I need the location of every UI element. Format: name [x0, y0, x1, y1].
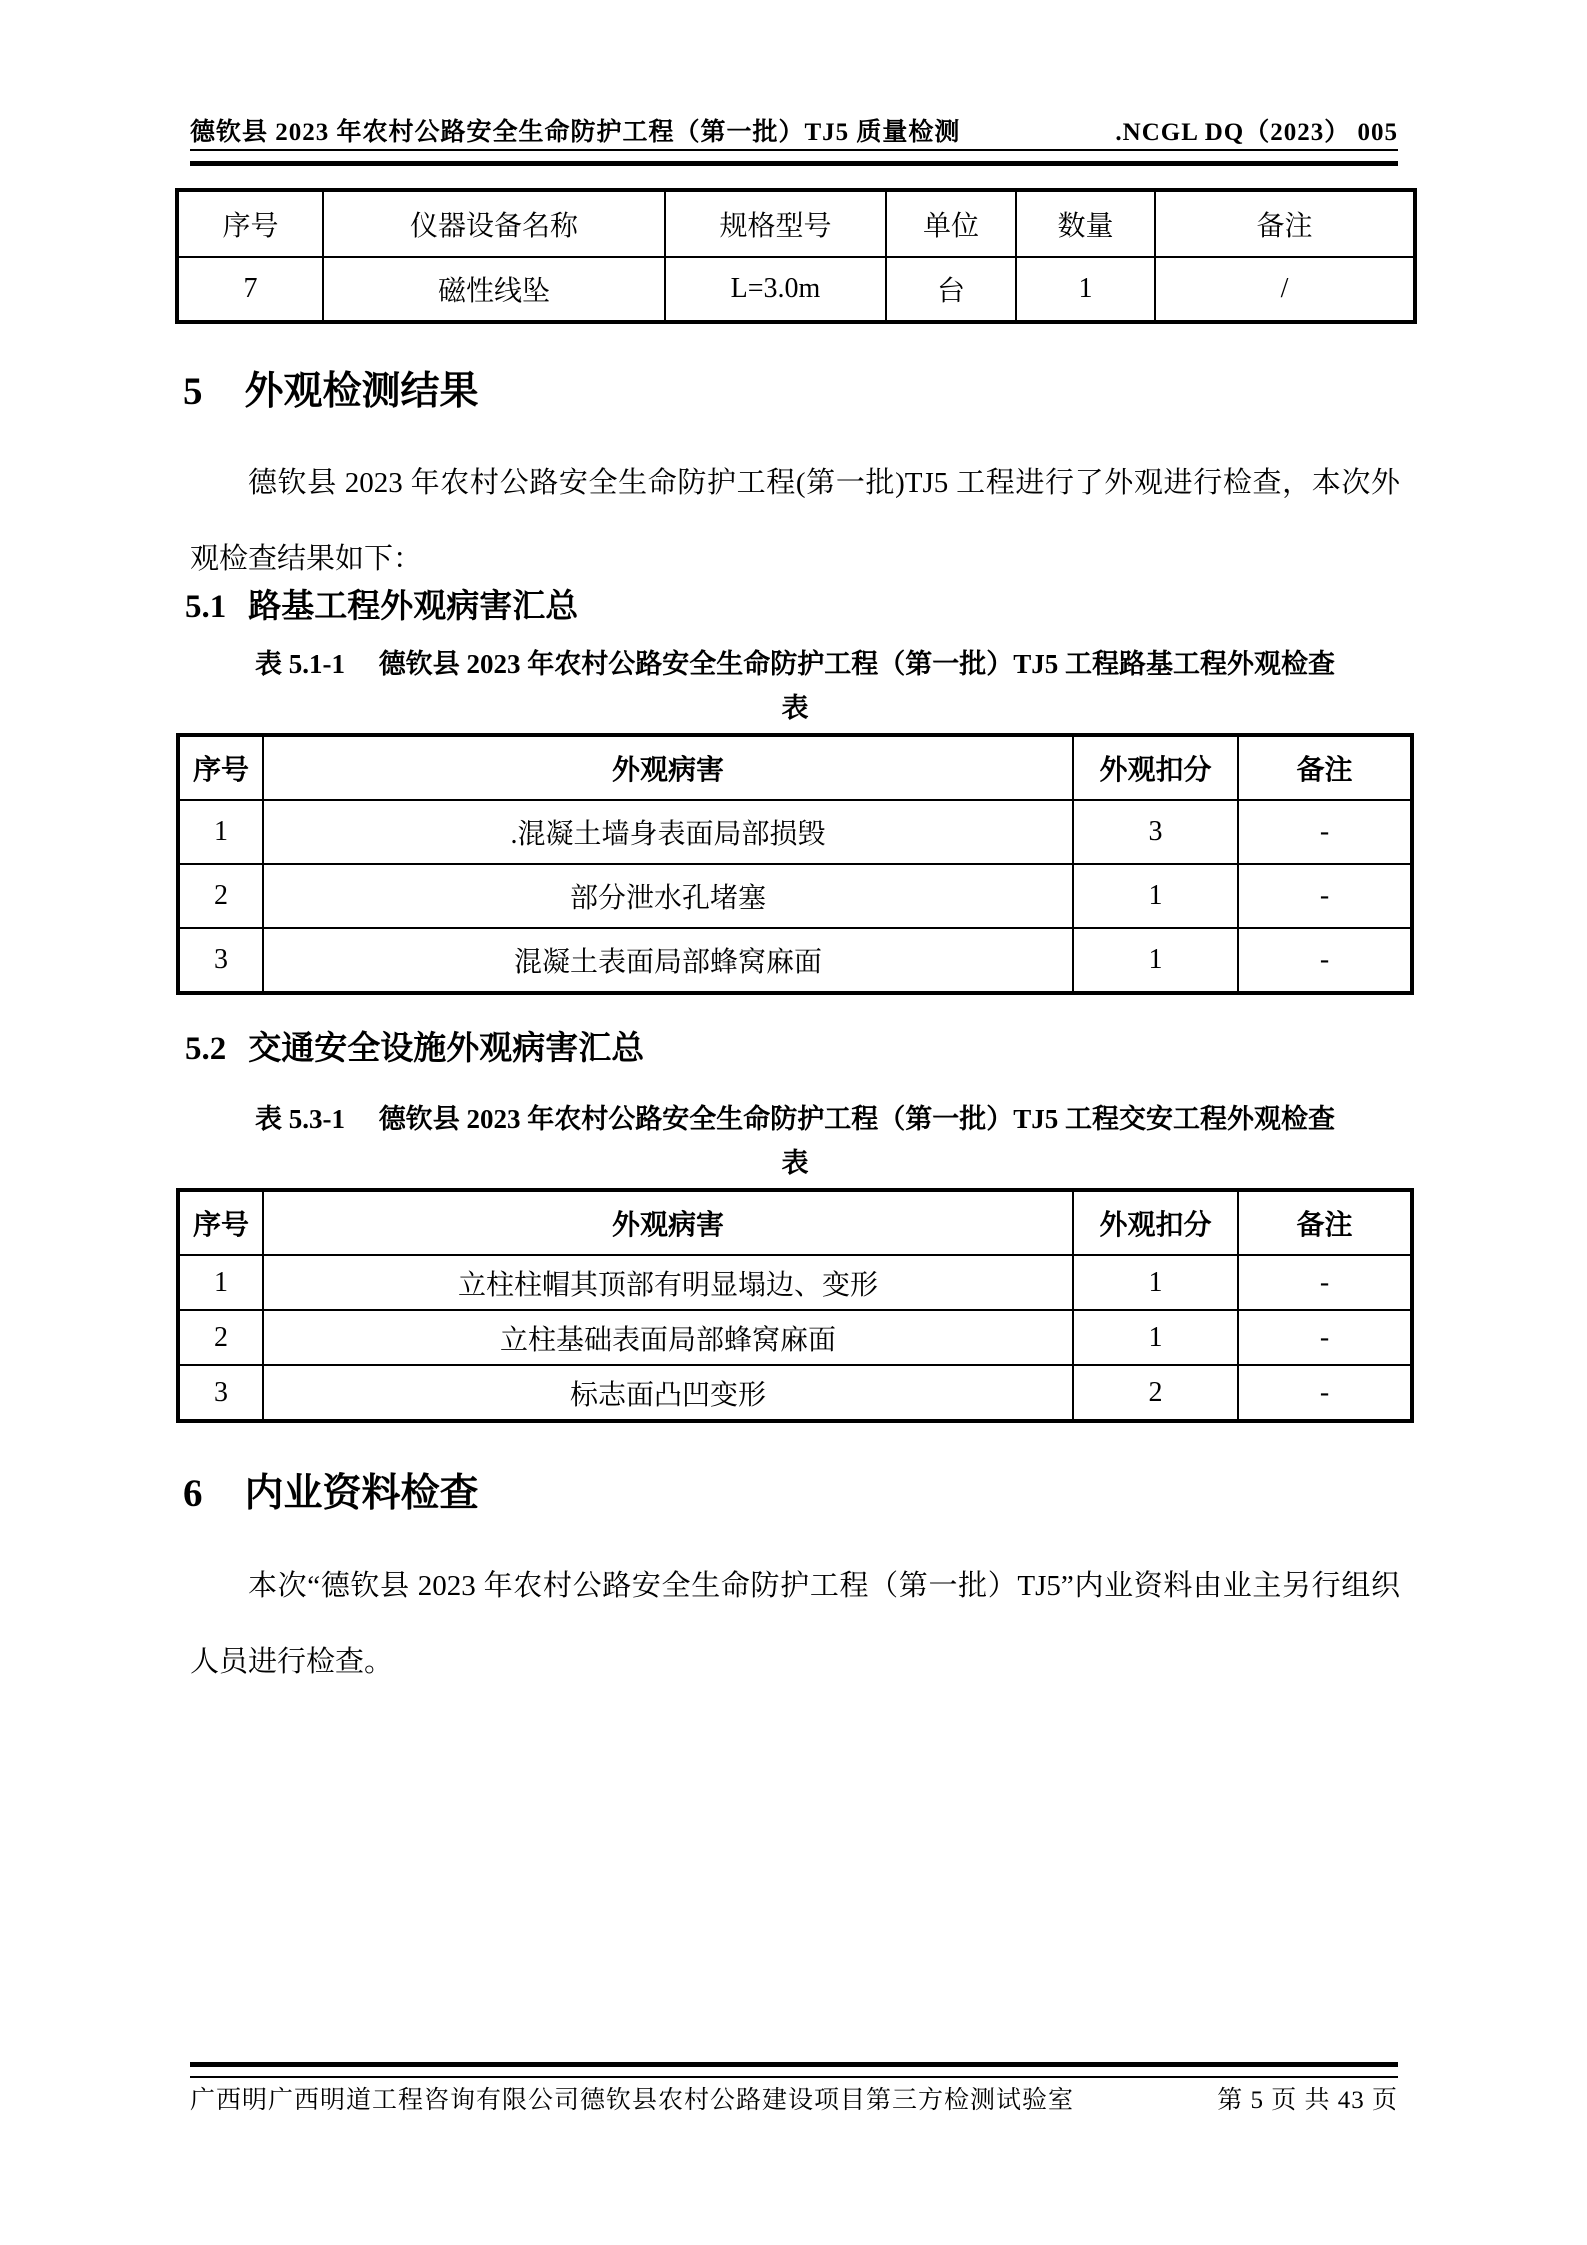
- section-title: 外观检测结果: [244, 370, 479, 413]
- section-title: 路基工程外观病害汇总: [248, 589, 579, 625]
- col-header: 外观扣分: [1073, 735, 1238, 800]
- caption-line: 表: [781, 1148, 809, 1178]
- cell-defect: 混凝土表面局部蜂窝麻面: [263, 928, 1073, 993]
- col-header: 序号: [177, 190, 323, 257]
- cell-index: 3: [178, 1365, 263, 1421]
- footer-organization: 广西明广西明道工程咨询有限公司德钦县农村公路建设项目第三方检测试验室: [190, 2087, 1075, 2114]
- caption-line: 表: [781, 693, 809, 723]
- cell-defect: 立柱基础表面局部蜂窝麻面: [263, 1310, 1073, 1365]
- page-header: [190, 112, 1398, 148]
- section-title: 内业资料检查: [244, 1472, 479, 1515]
- col-header: 备注: [1155, 190, 1415, 257]
- caption-line: 表 5.3-1 德钦县 2023 年农村公路安全生命防护工程（第一批）TJ5 工程交安工程外观检查: [255, 1104, 1335, 1134]
- cell-defect: 立柱柱帽其顶部有明显塌边、变形: [263, 1255, 1073, 1310]
- header-rule: [190, 149, 1398, 166]
- col-header: 备注: [1238, 1190, 1412, 1255]
- cell-quantity: 1: [1016, 257, 1155, 322]
- section-title: 交通安全设施外观病害汇总: [248, 1031, 645, 1067]
- section-6-paragraph: 本次“德钦县 2023 年农村公路安全生命防护工程（第一批）TJ5”内业资料由业主另行组织人员进行检查。: [190, 1570, 1400, 1678]
- caption-line: 表 5.1-1 德钦县 2023 年农村公路安全生命防护工程（第一批）TJ5 工程路基工程外观检查: [255, 649, 1335, 679]
- col-header: 备注: [1238, 735, 1412, 800]
- table-5-3-1-caption: [165, 1097, 1425, 1185]
- traffic-safety-defect-table: [176, 1188, 1414, 1423]
- cell-defect: 标志面凸凹变形: [263, 1365, 1073, 1421]
- cell-index: 2: [178, 1310, 263, 1365]
- table-row: [178, 1365, 1412, 1421]
- table-row: [177, 257, 1415, 322]
- col-header: 数量: [1016, 190, 1155, 257]
- cell-index: 3: [178, 928, 263, 993]
- section-number: 6: [183, 1472, 203, 1515]
- table-row: [178, 1310, 1412, 1365]
- page-footer: [190, 2080, 1398, 2116]
- cell-unit: 台: [886, 257, 1016, 322]
- header-title: 德钦县 2023 年农村公路安全生命防护工程（第一批）TJ5 质量检测: [190, 119, 961, 146]
- table-row: [178, 864, 1412, 928]
- footer-rule: [190, 2062, 1398, 2078]
- col-header: 序号: [178, 735, 263, 800]
- table-row: [178, 800, 1412, 864]
- cell-deduction: 2: [1073, 1365, 1238, 1421]
- col-header: 仪器设备名称: [323, 190, 665, 257]
- cell-deduction: 1: [1073, 1255, 1238, 1310]
- roadbed-defect-table: [176, 733, 1414, 995]
- equipment-table-header-row: [177, 190, 1415, 257]
- section-5-2-heading: [185, 1022, 644, 1069]
- cell-index: 7: [177, 257, 323, 322]
- col-header: 外观扣分: [1073, 1190, 1238, 1255]
- header-doc-number: .NCGL DQ（2023） 005: [1115, 119, 1398, 146]
- cell-remark: -: [1238, 1310, 1412, 1365]
- cell-equipment-name: 磁性线坠: [323, 257, 665, 322]
- cell-defect: 部分泄水孔堵塞: [263, 864, 1073, 928]
- cell-deduction: 1: [1073, 1310, 1238, 1365]
- cell-deduction: 3: [1073, 800, 1238, 864]
- section-number: 5.2: [185, 1031, 227, 1067]
- col-header: 外观病害: [263, 735, 1073, 800]
- equipment-table: [175, 188, 1417, 324]
- cell-remark: /: [1155, 257, 1415, 322]
- section-5-paragraph: 德钦县 2023 年农村公路安全生命防护工程(第一批)TJ5 工程进行了外观进行检查，本次外观检查结果如下：: [190, 467, 1400, 575]
- col-header: 单位: [886, 190, 1016, 257]
- cell-remark: -: [1238, 864, 1412, 928]
- cell-deduction: 1: [1073, 864, 1238, 928]
- section-5-1-heading: [185, 580, 578, 627]
- defect-table-header-row: [178, 735, 1412, 800]
- table-row: [178, 928, 1412, 993]
- cell-deduction: 1: [1073, 928, 1238, 993]
- table-row: [178, 1255, 1412, 1310]
- section-number: 5: [183, 370, 203, 413]
- defect-table-header-row: [178, 1190, 1412, 1255]
- section-5-heading: [183, 360, 479, 416]
- col-header: 外观病害: [263, 1190, 1073, 1255]
- cell-index: 2: [178, 864, 263, 928]
- cell-index: 1: [178, 1255, 263, 1310]
- section-6-heading: [183, 1462, 479, 1518]
- table-5-1-1-caption: [165, 642, 1425, 730]
- cell-defect: .混凝土墙身表面局部损毁: [263, 800, 1073, 864]
- cell-remark: -: [1238, 800, 1412, 864]
- section-number: 5.1: [185, 589, 227, 625]
- col-header: 序号: [178, 1190, 263, 1255]
- cell-remark: -: [1238, 928, 1412, 993]
- cell-index: 1: [178, 800, 263, 864]
- col-header: 规格型号: [665, 190, 886, 257]
- cell-spec: L=3.0m: [665, 257, 886, 322]
- footer-page-number: 第 5 页 共 43 页: [1217, 2087, 1398, 2114]
- cell-remark: -: [1238, 1255, 1412, 1310]
- cell-remark: -: [1238, 1365, 1412, 1421]
